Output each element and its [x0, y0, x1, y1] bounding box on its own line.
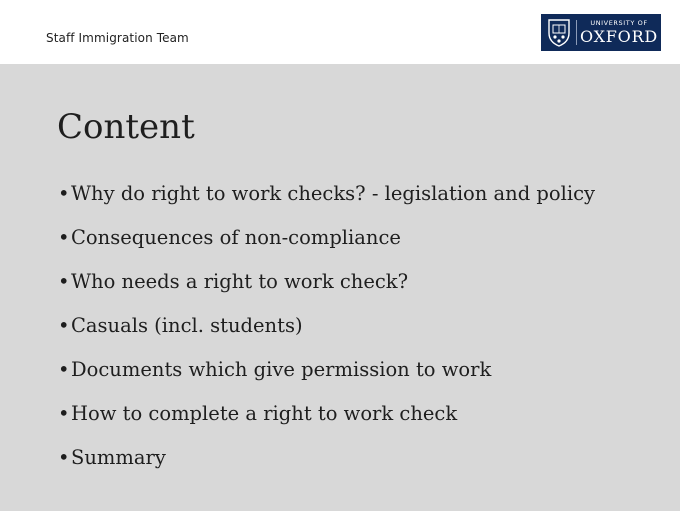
bullet-item: [58, 269, 595, 313]
team-label: Staff Immigration Team: [46, 31, 189, 45]
bullet-item: [58, 445, 595, 489]
bullet-dot: •: [58, 314, 70, 337]
bullet-text: Summary: [71, 446, 166, 469]
logo-university-of: UNIVERSITY OF: [590, 19, 648, 27]
bullet-item: [58, 313, 595, 357]
bullet-item: [58, 357, 595, 401]
bullet-text: How to complete a right to work check: [71, 402, 458, 425]
bullet-item: [58, 181, 595, 225]
bullet-text: Who needs a right to work check?: [71, 270, 409, 293]
slide-title: Content: [57, 107, 195, 147]
oxford-logo: [541, 14, 661, 51]
bullet-list: [58, 181, 595, 489]
bullet-item: [58, 225, 595, 269]
logo-divider: [576, 20, 577, 45]
logo-oxford: OXFORD: [579, 27, 659, 46]
bullet-dot: •: [58, 446, 70, 469]
university-crest-icon: [547, 18, 571, 47]
bullet-dot: •: [58, 402, 70, 425]
bullet-dot: •: [58, 226, 70, 249]
bullet-dot: •: [58, 358, 70, 381]
bullet-text: Why do right to work checks? - legislation and policy: [71, 182, 596, 205]
bullet-text: Consequences of non-compliance: [71, 226, 401, 249]
slide-header: [0, 0, 680, 64]
bullet-text: Casuals (incl. students): [71, 314, 303, 337]
bullet-item: [58, 401, 595, 445]
bullet-dot: •: [58, 270, 70, 293]
bullet-dot: •: [58, 182, 70, 205]
bullet-text: Documents which give permission to work: [71, 358, 492, 381]
